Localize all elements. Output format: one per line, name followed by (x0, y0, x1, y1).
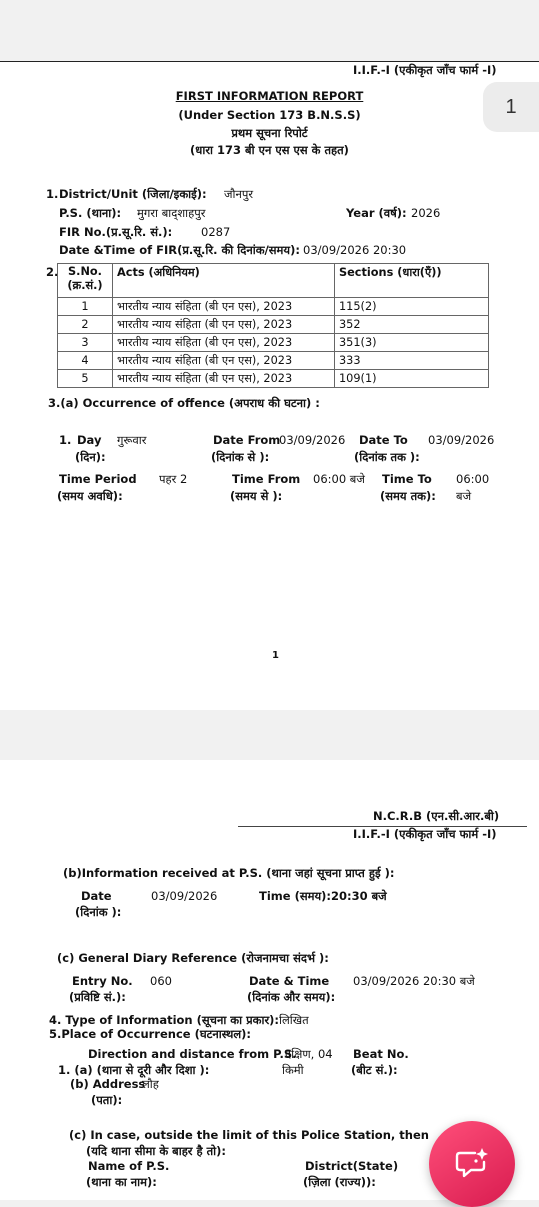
gd-datetime-label-hi: (दिनांक और समय): (247, 990, 336, 1004)
place-of-occurrence-label: 5.Place of Occurrence (घटनास्थल): (49, 1027, 252, 1041)
header-sno: S.No. (क्र.सं.) (58, 264, 113, 298)
header-acts: Acts (अधिनियम) (113, 264, 335, 298)
row-act: भारतीय न्याय संहिता (बी एन एस), 2023 (113, 298, 335, 316)
address-value: लौह (142, 1077, 159, 1091)
outside-limit-label: (c) In case, outside the limit of this Police Station, then (69, 1128, 429, 1142)
header-sections: Sections (धारा(एँ)) (335, 264, 489, 298)
form-code: I.I.F.-I (एकीकृत जाँच फार्म -I) (353, 63, 497, 77)
item-2-number: 2. (46, 265, 59, 279)
table-row (58, 334, 489, 352)
time-to-label-hi: (समय तक): (380, 489, 436, 503)
time-to-value-suffix: बजे (456, 489, 472, 503)
direction-label: Direction and distance from P.S. (88, 1047, 297, 1061)
info-date-label-hi: (दिनांक ): (75, 905, 122, 919)
fir-datetime-value: 03/09/2026 20:30 (303, 243, 407, 257)
gd-datetime-value: 03/09/2026 20:30 बजे (353, 974, 475, 988)
row-sno: 4 (58, 352, 113, 370)
direction-value-unit: किमी (282, 1063, 304, 1077)
acts-sections-table (57, 263, 489, 388)
row-act: भारतीय न्याय संहिता (बी एन एस), 2023 (113, 370, 335, 388)
district-state-label-hi: (ज़िला (राज्य)): (303, 1175, 376, 1189)
time-from-label-hi: (समय से ): (230, 489, 283, 503)
info-time: Time (समय):20:30 बजे (259, 889, 387, 903)
day-label-hi: (दिन): (75, 450, 106, 464)
date-to-value: 03/09/2026 (428, 433, 495, 447)
report-subtitle-en: (Under Section 173 B.N.S.S) (178, 108, 361, 122)
ps-value: मुगरा बाद्शाहपुर (137, 206, 206, 220)
direction-value: दक्षिण, 04 (285, 1047, 333, 1061)
row-section: 352 (335, 316, 489, 334)
item-1-number: 1. (46, 187, 59, 201)
table-row (58, 316, 489, 334)
district-label: District/Unit (जिला/इकाई): (59, 187, 207, 201)
fir-value: 0287 (201, 225, 231, 239)
date-from-label-hi: (दिनांक से ): (211, 450, 270, 464)
entry-no-label: Entry No. (72, 974, 133, 988)
date-to-label: Date To (359, 433, 408, 447)
entry-no-label-hi: (प्रविष्टि सं.): (69, 990, 126, 1004)
fir-datetime-label: Date &Time of FIR(प्र.सू.रि. की दिनांक/समय): (59, 243, 300, 257)
info-date-label: Date (81, 889, 112, 903)
row-sno: 5 (58, 370, 113, 388)
general-diary-label: (c) General Diary Reference (रोजनामचा संदर्भ ): (57, 951, 329, 965)
type-of-info-label: 4. Type of Information (सूचना का प्रकार): (49, 1013, 280, 1027)
time-from-value: 06:00 बजे (313, 472, 365, 486)
row-sno: 2 (58, 316, 113, 334)
day-value: गुरूवार (117, 433, 147, 447)
page-number: 1 (272, 650, 279, 661)
time-period-label: Time Period (59, 472, 137, 486)
row-section: 115(2) (335, 298, 489, 316)
gd-datetime-label: Date & Time (249, 974, 330, 988)
address-label-hi: (पता): (91, 1093, 123, 1107)
table-row (58, 370, 489, 388)
report-subtitle-hi: (धारा 173 बी एन एस एस के तहत) (190, 143, 349, 157)
district-value: जौनपुर (224, 187, 254, 201)
day-number: 1. (59, 433, 72, 447)
row-sno: 1 (58, 298, 113, 316)
beat-no-label-hi: (बीट सं.): (351, 1063, 398, 1077)
document-page-1 (0, 62, 539, 710)
direction-sub-label: 1. (a) (थाना से दूरी और दिशा ): (58, 1063, 210, 1077)
name-of-ps-label-hi: (थाना का नाम): (86, 1175, 157, 1189)
form-code-2: I.I.F.-I (एकीकृत जाँच फार्म -I) (353, 827, 497, 841)
time-period-label-hi: (समय अवधि): (57, 489, 123, 503)
page-top-rule (0, 61, 539, 62)
beat-no-label: Beat No. (353, 1047, 409, 1061)
info-date-value: 03/09/2026 (151, 889, 218, 903)
date-to-label-hi: (दिनांक तक ): (354, 450, 420, 464)
year-value: 2026 (411, 206, 441, 220)
table-row (58, 352, 489, 370)
day-label: Day (77, 433, 102, 447)
table-header-row (58, 264, 489, 298)
info-received-label: (b)Information received at P.S. (थाना जहां सूचना प्राप्त हुई ): (63, 866, 395, 880)
entry-no-value: 060 (150, 974, 172, 988)
year-label: Year (वर्ष): (346, 206, 407, 220)
row-sno: 3 (58, 334, 113, 352)
report-title-hi: प्रथम सूचना रिपोर्ट (231, 126, 308, 140)
row-section: 333 (335, 352, 489, 370)
time-period-value: पहर 2 (159, 472, 188, 486)
date-from-label: Date From (213, 433, 281, 447)
time-to-value: 06:00 (456, 472, 490, 486)
type-of-info-value: लिखित (279, 1013, 309, 1027)
row-act: भारतीय न्याय संहिता (बी एन एस), 2023 (113, 352, 335, 370)
page-indicator: 1 (483, 82, 539, 132)
ai-chat-sparkle-icon (454, 1147, 490, 1181)
occurrence-label: 3.(a) Occurrence of offence (अपराध की घटना) : (48, 396, 320, 410)
row-act: भारतीय न्याय संहिता (बी एन एस), 2023 (113, 334, 335, 352)
ai-assistant-button[interactable] (429, 1121, 515, 1207)
time-from-label: Time From (232, 472, 301, 486)
ncrb-label: N.C.R.B (एन.सी.आर.बी) (373, 809, 500, 823)
district-state-label: District(State) (305, 1159, 399, 1173)
date-from-value: 03/09/2026 (279, 433, 346, 447)
table-row (58, 298, 489, 316)
row-act: भारतीय न्याय संहिता (बी एन एस), 2023 (113, 316, 335, 334)
address-label: (b) Address (70, 1077, 146, 1091)
outside-limit-label-hi: (यदि थाना सीमा के बाहर है तो): (86, 1144, 227, 1158)
fir-label: FIR No.(प्र.सू.रि. सं.): (59, 225, 173, 239)
name-of-ps-label: Name of P.S. (88, 1159, 170, 1173)
row-section: 351(3) (335, 334, 489, 352)
ps-label: P.S. (थाना): (59, 206, 122, 220)
report-title: FIRST INFORMATION REPORT (175, 89, 364, 103)
time-to-label: Time To (382, 472, 432, 486)
row-section: 109(1) (335, 370, 489, 388)
